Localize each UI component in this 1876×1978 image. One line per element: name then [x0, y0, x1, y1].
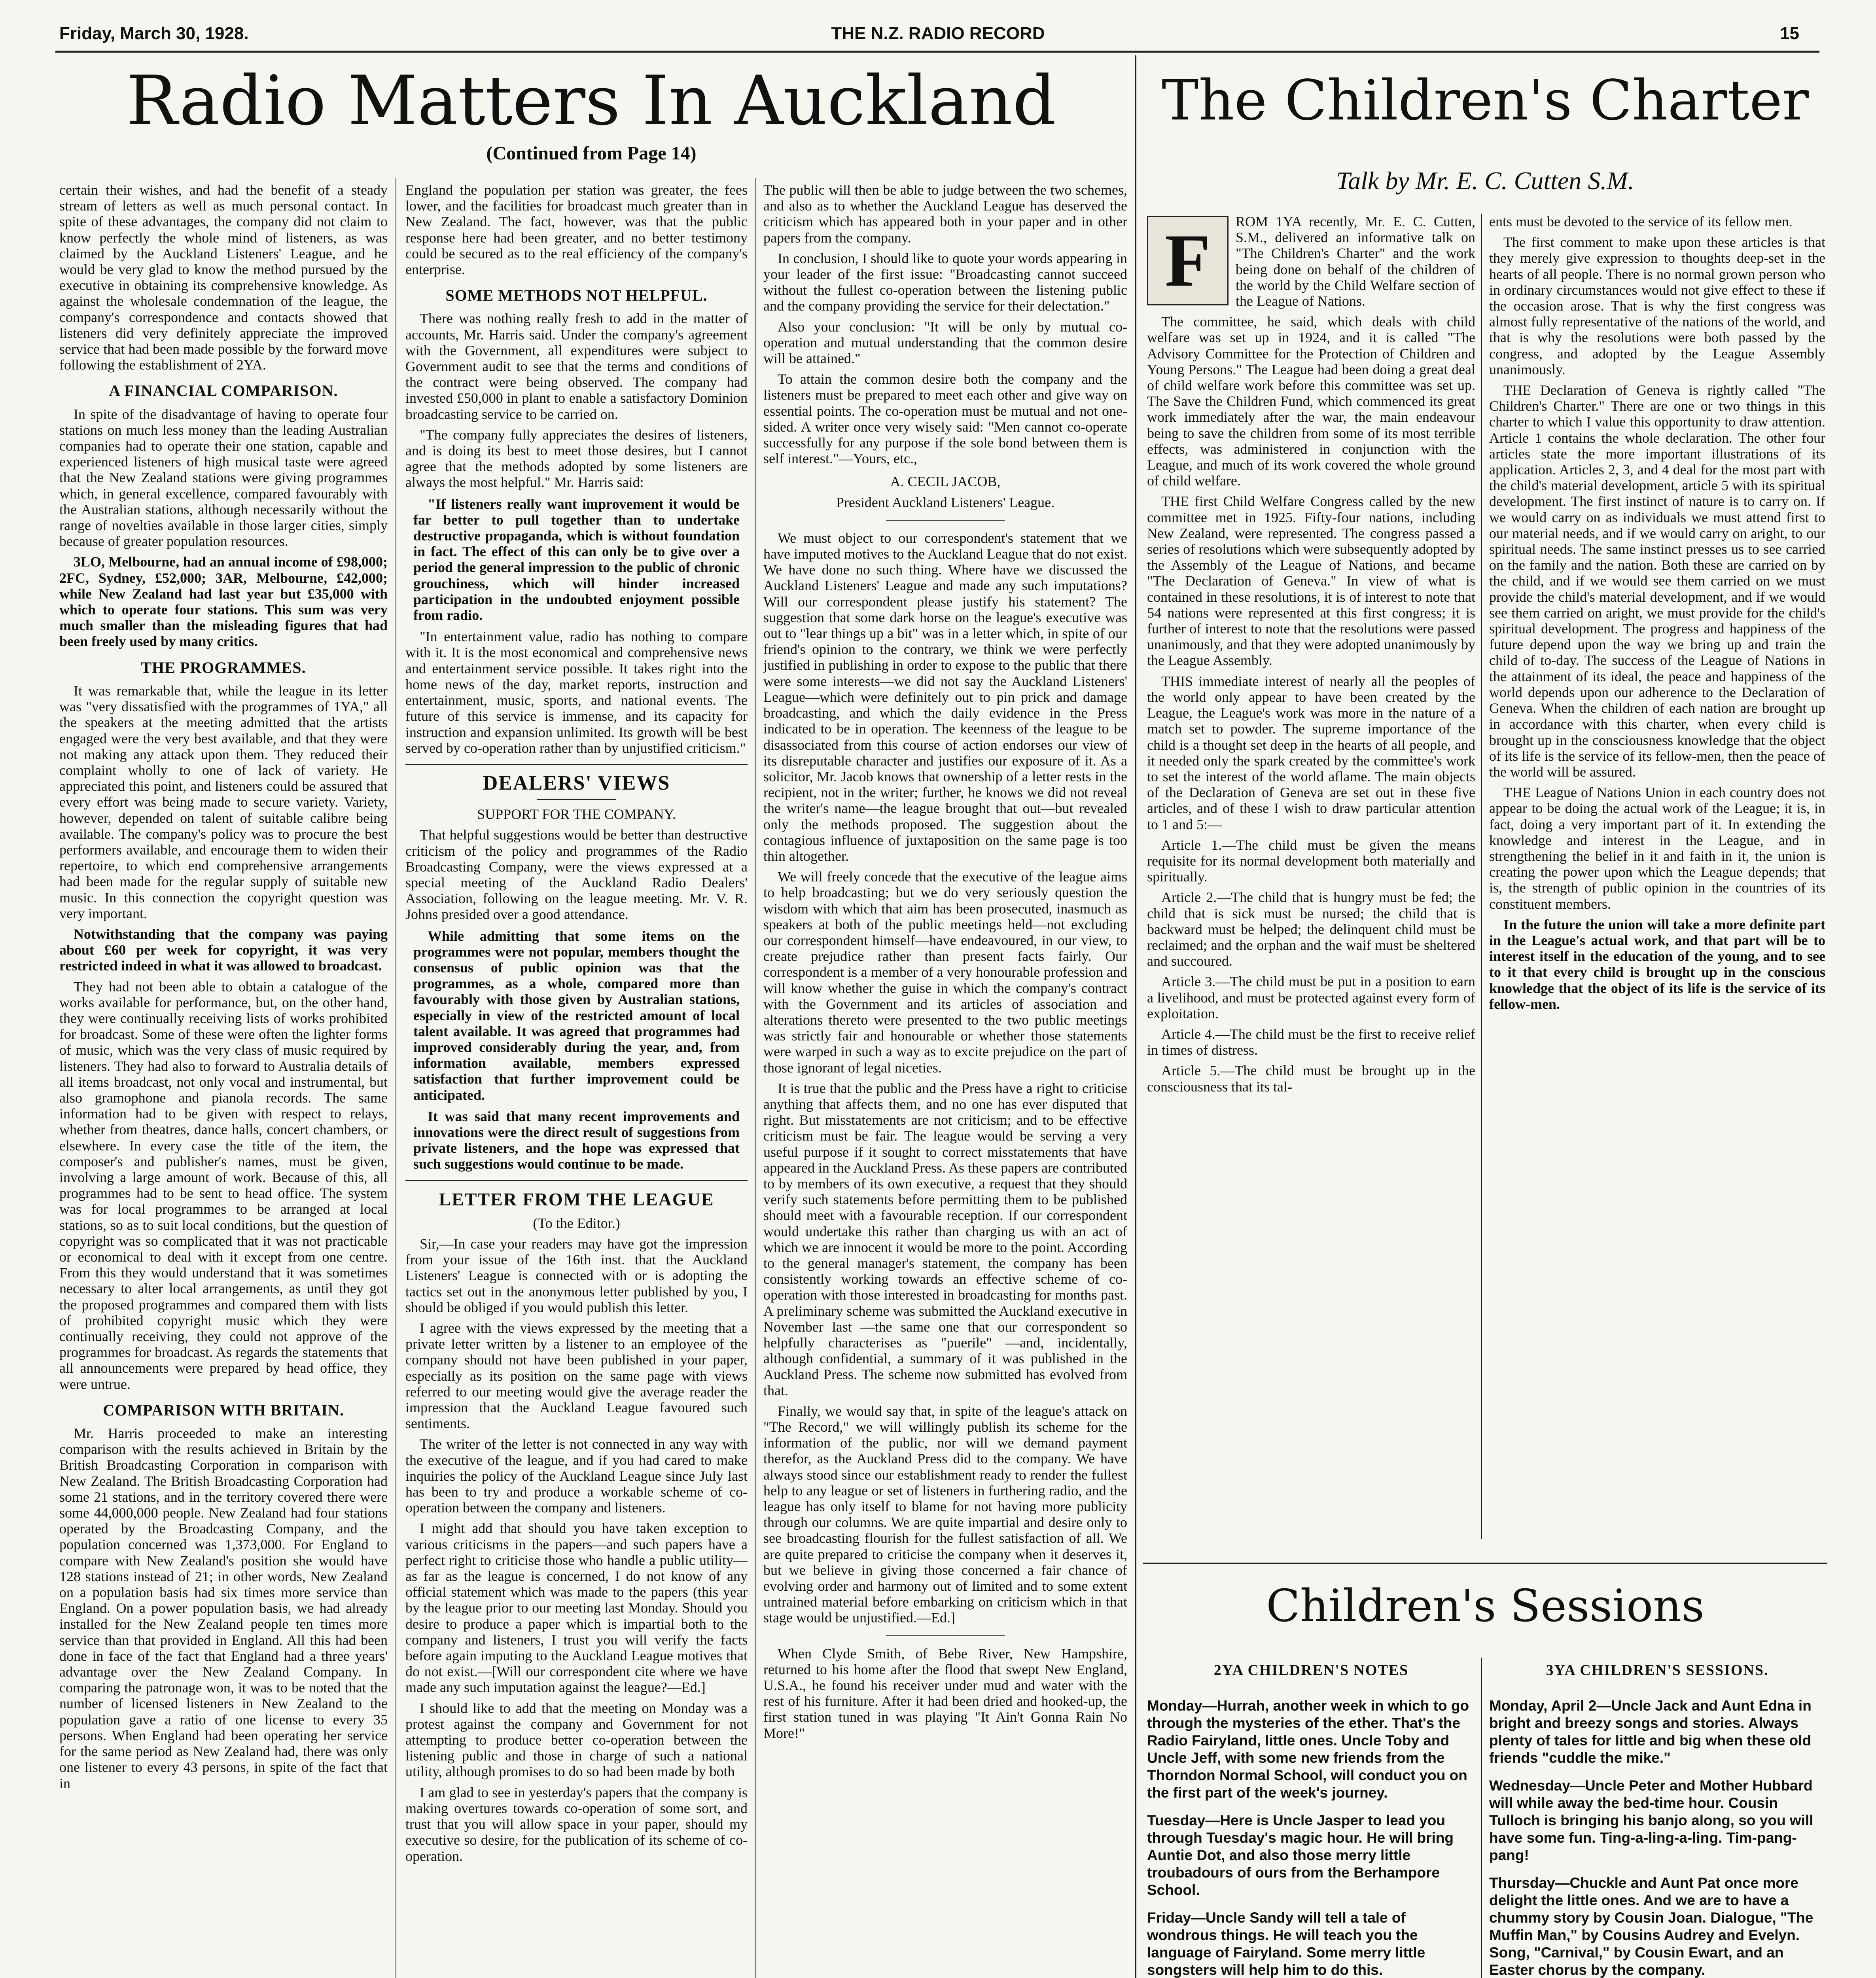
- letter-para: I agree with the views expressed by the meeting that a private letter written by a listener to an employee of the company should not have been published in your paper, especially as its position on the same page with views referred to our meeting would give the average reader the impression that the Auckland League favoured such sentiments.: [405, 1320, 748, 1432]
- auckland-title: Radio Matters In Auckland: [126, 61, 1056, 140]
- flood-item: When Clyde Smith, of Bebe River, New Hampshire, returned to his home after the flood that swept New England, U.S.A., he found his receiver under mud and water with the rest of his furniture. After it had been dried and hooked-up, the first station tuned in was playing "It Ain't Gonna Rain No More!": [763, 1645, 1127, 1741]
- col3-para: The public will then be able to judge between the two schemes, and also as to whether the Auckland League has deserved the criticism which has appeared both in your paper and in other papers from the company.: [763, 182, 1127, 246]
- methods-bold: "If listeners really want improvement it would be far better to pull together than to undertake destructive propaganda, which is without foundation in fact. The effect of this can only be to give over a period the general impression to the public of chronic grouchiness, which will hinder increased participation in the undoubted enjoyment possible from radio.: [413, 496, 740, 623]
- financial-para: In spite of the disadvantage of having to operate four stations on much less money than the leading Australian companies had to operate their one station, capable and experienced listeners of high musical taste were agreed that the New Zealand stations were giving programmes which, in general excellence, compared favourably with the Australian stations, although necessarily without the range of novelties available in those larger cities, simply because of greater population resources.: [59, 406, 388, 549]
- charter-para: ROM 1YA recently, Mr. E. C. Cutten, S.M., delivered an informative talk on "The Children's Charter" and the work being done on behalf of the children of the world by the Child Welfare section of the League of Nations.: [1236, 214, 1475, 309]
- charter-article: Article 3.—The child must be put in a position to earn a livelihood, and must be protected against every form of exploitation.: [1147, 974, 1475, 1021]
- signature-title: President Auckland Listeners' League.: [836, 494, 1055, 510]
- 2ya-entry: Friday—Uncle Sandy will tell a tale of wondrous things. He will teach you the language of Fairyland. Some merry little songsters will help him to do this.: [1147, 1910, 1425, 1978]
- editor-note: It is true that the public and the Press have a right to criticise anything that affects them, and no one has ever disputed that right. But misstatements are not criticism; and to be effective criticism must be fair. The league would be serving a very useful purpose if it sought to correct misstatements that have appeared in the Auckland Press. As these papers are contributed to by members of its own executive, a request that they should verify such statements before permitting them to be published should meet with a favourable reception. If our correspondent would undertake this rather than charging us with an act of which we are innocent it would be more to the point. According to the general manager's statement, the company has been consistently working towards an effective scheme of co-operation with those interested in broadcasting for months past. A preliminary scheme was submitted the Auckland executive in November last —the same one that our correspondent so helpfully characterises as "puerile" —and, incidentally, although confidential, a summary of it was published in the Auckland Press. The scheme now submitted has evolved from that.: [763, 1080, 1127, 1398]
- charter-column-left: [1147, 214, 1475, 1539]
- charter-title: The Children's Charter: [1162, 68, 1809, 133]
- col1-para: certain their wishes, and had the benefit of a steady stream of letters as well as much personal contact. In spite of these advantages, the company did not claim to know perfectly the whole mind of listeners, as was claimed by the Auckland Listeners' League, and he would be very glad to know the method pursued by the executive in obtaining its comprehensive knowledge. As against the wholesale condemnation of the league, the company's correspondence and contacts showed that listeners did very definitely appreciate the improved service that had been made possible by the forward move following the establishment of 2YA.: [59, 182, 388, 373]
- sessions-rule: [1143, 1563, 1827, 1564]
- header-rule: [55, 51, 1819, 53]
- editor-note: Finally, we would say that, in spite of the league's attack on "The Record," we will willingly publish its scheme for the information of the public, nor will we demand payment therefor, as the Auckland Press did to the company. We have always stood since our establishment ready to render the fullest help to any league or set of listeners in furthering radio, and the league has only itself to blame for not having more publicity through our columns. We are quite impartial and desire only to see broadcasting flourish for the fullest satisfaction of all. We are quite prepared to criticise the company when it deserves it, but we believe in giving those concerned a fair chance of evolving order and harmony out of limited and to some extent untrained material before embarking on criticism which in that stage would be unjustified.—Ed.]: [763, 1403, 1127, 1626]
- auckland-column-3: [763, 182, 1127, 1978]
- 3ya-heading: 3YA CHILDREN'S SESSIONS.: [1546, 1662, 1769, 1679]
- letter-para: I might add that should you have taken exception to various criticisms in the papers—and such papers have a perfect right to criticise those who handle a public utility—as far as the league is concerned, I do not know of any official statement which was made to the papers (this year by the league prior to our meeting last Monday. Should you desire to produce a paper which is impartial both to the company and listeners, I trust you will verify the facts before again imputing to the Auckland League motives that do not exist.—[Will our correspondent cite where we have made any such imputation against the league?—Ed.]: [405, 1520, 748, 1696]
- 2ya-notes: [1147, 1697, 1475, 1978]
- page-number: 15: [1780, 24, 1799, 43]
- auckland-column-2: [405, 182, 748, 1978]
- col2-para: "In entertainment value, radio has nothing to compare with it. It is the most economical and comprehensive news and entertainment service possible. It takes right into the home news of the day, market reports, instruction and entertainment, music, sports, and national events. The future of this service is immense, and its capacity for instruction and expansion unlimited. Its growth will be best served by co-operation rather than by unjustified criticism.": [405, 629, 748, 756]
- col2-para: That helpful suggestions would be better than destructive criticism of the policy and programmes of the Radio Broadcasting Company, were the views expressed at a special meeting of the Auckland Radio Dealers' Association, following on the league meeting. Mr. V. R. Johns presided over a good attendance.: [405, 827, 748, 923]
- dealers-subtitle: SUPPORT FOR THE COMPANY.: [477, 806, 676, 822]
- col3-para: To attain the common desire both the company and the listeners must be prepared to meet each other and give way on essential points. The co-operation must be mutual and not one-sided. A writer once very wisely said: "Men cannot co-operate successfully for any purpose if the sole bond between them is self interest."—Yours, etc.,: [763, 371, 1127, 467]
- letter-to-editor: (To the Editor.): [533, 1215, 620, 1231]
- financial-bold: 3LO, Melbourne, had an annual income of £98,000; 2FC, Sydney, £52,000; 3AR, Melbourne, £42,000; while New Zealand had last year but £35,000 with which to operate four stations. This sum was very much smaller than the misleading figures that had been freely used by many critics.: [59, 554, 388, 650]
- col2-para: There was nothing really fresh to add in the matter of accounts, Mr. Harris said. Under the company's agreement with the Government, all expenditures were subject to Government audit to see that the terms and conditions of the contract were being observed. The company had invested £50,000 in plant to enable a satisfactory Dominion broadcasting service to be carried on.: [405, 311, 748, 422]
- letter-para: I should like to add that the meeting on Monday was a protest against the company and Government for not attempting to produce better co-operation between the listening public and those in charge of such a national utility, although promises to do so had been made by both: [405, 1700, 748, 1780]
- sessions-column-rule: [1481, 1658, 1482, 1978]
- charter-para: The committee, he said, which deals with child welfare was set up in 1924, and it is called "The Advisory Committee for the Protection of Children and Young Persons." The League had been doing a great deal of child welfare work before this committee was set up. The Save the Children Fund, which commenced its great work immediately after the war, the main endeavour being to save the children from some of its most terrible effects, was administered in conjunction with the League, and much of its work covered the whole ground of child welfare.: [1147, 314, 1475, 489]
- charter-para: THE first Child Welfare Congress called by the new committee met in 1925. Fifty-four nations, including New Zealand, were represented. The congress passed a series of resolutions which were subsequently adopted by the Assembly of the League of Nations, and became "The Declaration of Geneva." In view of what is contained in these resolutions, it is of interest to note that 54 nations were represented at this first congress; it is further of interest to note that the resolutions were passed unanimously, and that they were adopted unanimously by the League Assembly.: [1147, 493, 1475, 669]
- letter-title: LETTER FROM THE LEAGUE: [439, 1189, 714, 1209]
- britain-para: Mr. Harris proceeded to make an interesting comparison with the results achieved in Britain by the British Broadcasting Corporation in comparison with New Zealand. The British Broadcasting Corporation had some 21 stations, and in the territory covered there were some 44,000,000 people. New Zealand had four stations operated by the Broadcasting Company, and the population concerned was 1,373,000. For England to compare with New Zealand's position she would have 128 stations instead of 21; in other words, New Zealand on a population basis had six times more service than England. On a power population basis, we had already installed for the New Zealand people ten times more service than that provided in England. All this had been done in face of the fact that England had a three years' advantage over the New Zealand Company. In comparing the patronage won, it was to be noted that the number of licensed listeners in New Zealand to the population gave a ratio of one license to every 35 persons. When England had been operating her service for the same period as New Zealand had, there was only one listener to every 43 persons, in spite of the fact that in: [59, 1425, 388, 1791]
- drop-cap: F: [1147, 216, 1229, 305]
- charter-byline: Talk by Mr. E. C. Cutten S.M.: [1336, 167, 1634, 195]
- editor-note: We must object to our correspondent's statement that we have imputed motives to the Auckland League that do not exist. We have done no such thing. Where have we discussed the Auckland Listeners' League and made any such imputations? Will our correspondent please justify his statement? The suggestion that some dark horse on the league's executive was out to "lear things up a bit" was in a letter which, in spite of our friend's opinion to the contrary, we think we were perfectly justified in publishing in order to expose to the public that there were some interests—we did not say the Auckland Listeners' League—which were definitely out to pin prick and damage broadcasting, and which the daily evidence in the Press indicated to be in operation. The keenness of the league to be disassociated from this course of action endorses our view of its disreputable character and justifies our exposure of it. As a solicitor, Mr. Jacob knows that ownership of a letter rests in the recipient, not in the writer; further, he knows we did not reveal the writer's name—the league brought that out—but revealed only the methods proposed. The suggestion about the contagious influence of juxtaposition on the same page is too thin altogether.: [763, 530, 1127, 864]
- sessions-title: Children's Sessions: [1266, 1580, 1704, 1632]
- charter-para: The first comment to make upon these articles is that they merely give expression to thoughts deep-set in the hearts of all people. There is no normal grown person who in ordinary circumstances would not give effect to these if the occasion arose. That is why the first congress was almost fully representative of the nations of the world, and that is why the resolutions were both passed by the congress, and adopted by the League Assembly unanimously.: [1489, 234, 1825, 377]
- column-rule-2: [755, 178, 756, 1978]
- financial-heading: A FINANCIAL COMPARISON.: [109, 382, 338, 400]
- charter-para: THIS immediate interest of nearly all the peoples of the world only appear to have been created by the League, the League's work was more in the nature of a match set to powder. The supreme importance of the child is a thought set deep in the hearts of all people, and it needed only the spark created by the committee's work to set the interest of the world aflame. The main objects of the Declaration of Geneva are set out in these five articles, and of these I wish to draw particular attention to 1 and 5:—: [1147, 673, 1475, 832]
- charter-column-right: [1489, 214, 1825, 1539]
- charter-para: ents must be devoted to the service of its fellow men.: [1489, 214, 1793, 229]
- dealers-bold: It was said that many recent improvements and innovations were the direct result of suggestions from private listeners, and the hope was expressed that such suggestions would continue to be made.: [413, 1108, 740, 1172]
- issue-date: Friday, March 30, 1928.: [59, 24, 249, 43]
- section-divider: [1135, 55, 1136, 1978]
- dealers-title: DEALERS' VIEWS: [483, 771, 670, 794]
- charter-article: Article 1.—The child must be given the means requisite for its normal development both materially and spiritually.: [1147, 837, 1475, 885]
- 3ya-sessions: [1489, 1697, 1825, 1978]
- col3-para: In conclusion, I should like to quote your words appearing in your leader of the first issue: "Broadcasting cannot succeed without the fullest co-operation between the listening public and the company providing the service for their delectation.": [763, 250, 1127, 314]
- auckland-column-1: [59, 182, 388, 1978]
- continued-note: (Continued from Page 14): [486, 143, 697, 164]
- programmes-heading: THE PROGRAMMES.: [141, 658, 306, 676]
- charter-article: Article 4.—The child must be the first to receive relief in times of distress.: [1147, 1026, 1475, 1058]
- letter-para: I am glad to see in yesterday's papers that the company is making overtures towards co-operation of some sort, and trust that you will allow space in your paper, should my executive so desire, for the publication of its scheme of co-operation.: [405, 1784, 748, 1864]
- charter-para: THE Declaration of Geneva is rightly called "The Children's Charter." There are one or two things in this charter to which I value this opportunity to draw attention. Article 1 contains the whole declaration. The other four articles state the more important illustrations of its application. Articles 2, 3, and 4 deal for the most part with the child's material development, article 5 with its spiritual development. The first instinct of nature is to carry on. If we would carry on as individuals we must attend first to our material needs, and if we would carry on aright, to our spiritual needs. The same instinct presses us to see carried on the family and the nation. Both these are carried on by the child, and if we would see them carried on we must provide the child's material development, and if we would see them carried on aright, we must provide for the child's spiritual development. The progress and happiness of the future depend upon the way we bring up and train the child of to-day. The success of the League of Nations in the attainment of its ideal, the peace and happiness of the world depends upon our adherence to the Declaration of Geneva. When the children of each nation are brought up in accordance with this charter, when every child is brought up in the consciousness knowledge that the object of its life is the service of its fellow-men, then the peace of the world will be assured.: [1489, 382, 1825, 780]
- col2-para: England the population per station was greater, the fees lower, and the facilities for broadcast much greater than in New Zealand. The fact, however, was that the public response here had been greater, and no better testimony could be secured as to the real efficiency of the company's enterprise.: [405, 182, 748, 278]
- dealers-bold: While admitting that some items on the programmes were not popular, members thought the consensus of public opinion was that the programmes, as a whole, compared more than favourably with those given by Australian stations, especially in view of the restricted amount of local talent available. It was agreed that programmes had improved considerably during the year, and, from information available, members expressed satisfaction that further improvement could be anticipated.: [413, 928, 740, 1103]
- 3ya-entry: Thursday—Chuckle and Aunt Pat once more delight the little ones. And we are to have a chummy story by Cousin Joan. Dialogue, "The Muffin Man," by Cousins Audrey and Evelyn. Song, "Carnival," by Cousin Ewart, and an Easter chorus by the company.: [1489, 1875, 1814, 1978]
- charter-bold: In the future the union will take a more definite part in the League's actual work, and that part will be to interest itself in the education of the young, and to see to it that every child is brought up in the conscious knowledge that the object of its life is the service of its fellow-men.: [1489, 916, 1825, 1012]
- britain-heading: COMPARISON WITH BRITAIN.: [103, 1401, 344, 1419]
- signature-name: A. CECIL JACOB,: [890, 474, 1001, 490]
- charter-column-rule: [1481, 214, 1482, 1539]
- charter-para: THE League of Nations Union in each country does not appear to be doing the actual work of the League; it is, in fact, doing a very important part of it. In extending the knowledge and interest in the League, and in strengthening the belief in it and faith in it, the union is creating the power upon which the League depends; that is, the strength of public opinion in the countries of its constituent members.: [1489, 784, 1825, 912]
- letter-para: The writer of the letter is not connected in any way with the executive of the league, and if you had cared to make inquiries the policy of the Auckland League since July last has been to try and produce a workable scheme of co-operation between the company and listeners.: [405, 1436, 748, 1516]
- col3-para: Also your conclusion: "It will be only by mutual co-operation and mutual understanding that the common desire will be attained.": [763, 318, 1127, 367]
- 3ya-entry: Monday, April 2—Uncle Jack and Aunt Edna in bright and breezy songs and stories. Always plenty of tales for little and big when these old friends "cuddle the mike.": [1489, 1698, 1812, 1766]
- charter-article: Article 5.—The child must be brought up in the consciousness that its tal-: [1147, 1063, 1475, 1095]
- 3ya-entry: Wednesday—Uncle Peter and Mother Hubbard will while away the bed-time hour. Cousin Tulloch is bringing his banjo along, so you will have some fun. Ting-a-ling-a-ling. Tim-pang-pang!: [1489, 1777, 1814, 1863]
- 2ya-entry: Tuesday—Here is Uncle Jasper to lead you through Tuesday's magic hour. He will bring Auntie Dot, and also those merry little troubadours of ours from the Berhampore School.: [1147, 1812, 1454, 1898]
- 2ya-heading: 2YA CHILDREN'S NOTES: [1213, 1662, 1409, 1679]
- letter-para: Sir,—In case your readers may have got the impression from your issue of the 16th inst. that the Auckland Listeners' League is connected with or is adopting the tactics set out in the anonymous letter published by you, I should be obliged if you would publish this letter.: [405, 1235, 748, 1315]
- methods-heading: SOME METHODS NOT HELPFUL.: [445, 286, 708, 305]
- charter-article: Article 2.—The child that is hungry must be fed; the child that is sick must be nursed; the child that is backward must be helped; the delinquent child must be reclaimed; and the orphan and the waif must be sheltered and succoured.: [1147, 889, 1475, 969]
- programmes-para: It was remarkable that, while the league in its letter was "very dissatisfied with the programmes of 1YA," all the speakers at the meeting admitted that the artists engaged were the very best available, and that they were not making any attack upon them. They reduced their complaint wholly to one of lack of variety. He appreciated this point, and listeners could be assured that every effort was being made to secure variety. Variety, however, depended on talent of suitable calibre being available. The company's policy was to procure the best performers available, and encourage them to widen their repertoire, to which end comprehensive arrangements had been made for the regular supply of suitable new music. In this connection the copyright question was very important.: [59, 682, 388, 921]
- copyright-bold: Notwithstanding that the company was paying about £60 per week for copyright, it was very restricted indeed in what it was allowed to broadcast.: [59, 926, 388, 974]
- col2-para: "The company fully appreciates the desires of listeners, and is doing its best to meet those desires, but I cannot agree that the methods adopted by some listeners are always the most helpful." Mr. Harris said:: [405, 426, 748, 491]
- editor-note: We will freely concede that the executive of the league aims to help broadcasting; but we do very seriously question the wisdom with which that aim has been prosecuted, inasmuch as speakers at both of the public meetings held—not excluding our correspondent himself—have endeavoured, in our view, to create prejudice rather than present facts fairly. Our correspondent is a member of a very honourable profession and will know whether the guise in which the company's contract with the Government and its articles of association and alterations thereto were presented to the two public meetings was strictly fair and honourable or whether those statements were warped in such a way as to excite prejudice on the part of those ignorant of legal niceties.: [763, 869, 1127, 1076]
- copyright-para: They had not been able to obtain a catalogue of the works available for performance, but, on the other hand, they were continually receiving lists of works prohibited for broadcast. Some of these were often the lighter forms of music, which was the very class of music required by listeners. They had also to forward to Australia details of all items broadcast, not only vocal and instrumental, but also gramophone and pianola records. The same information had to be given with respect to relays, whether from theatres, dance halls, concert chambers, or elsewhere. In every case the title of the item, the composer's and publisher's names, must be given, involving a large amount of work. Because of this, all programmes had to be sent to head office. The system was for local programmes to be arranged at local stations, so as to suit local conditions, but the question of copyright was so complicated that it was not practicable or economical to deal with it except from one centre. From this they would understand that it was sometimes necessary to alter local arrangements, as until they got the proposed programmes and compared them with lists of prohibited copyright music which they were continually receiving, they could not approve of the programmes for broadcast. As regards the statements that all announcements were prepared by head office, they were untrue.: [59, 978, 388, 1392]
- 2ya-entry: Monday—Hurrah, another week in which to go through the mysteries of the ether. That's the Radio Fairyland, little ones. Uncle Toby and Uncle Jeff, with some new friends from the Thorndon Normal School, will conduct you on the first part of the week's journey.: [1147, 1698, 1469, 1801]
- paper-name: THE N.Z. RADIO RECORD: [831, 24, 1045, 43]
